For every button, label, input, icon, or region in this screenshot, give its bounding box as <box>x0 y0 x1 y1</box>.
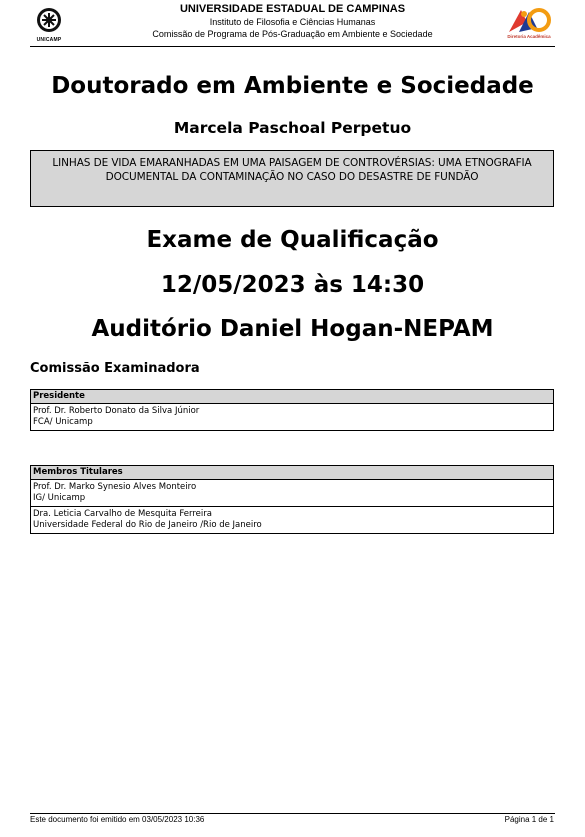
dac-logo-caption: Diretoria Acadêmica <box>507 34 551 39</box>
table-row <box>31 480 553 506</box>
dac-logo-icon <box>503 6 555 44</box>
exam-datetime: 12/05/2023 às 14:30 <box>160 272 425 298</box>
unicamp-logo-icon <box>32 6 66 46</box>
table-row <box>31 404 553 430</box>
thesis-title-box: LINHAS DE VIDA EMARANHADAS EM UMA PAISAGEM DE CONTROVÉRSIAS: UMA ETNOGRAFIA DOCUMENTAL DA CONTAMINAÇÃO NO CASO DO DESASTRE DE FUNDÃO <box>30 150 554 207</box>
member-affiliation: IG/ Unicamp <box>33 492 86 503</box>
document-header <box>30 0 555 46</box>
exam-place: Auditório Daniel Hogan-NEPAM <box>91 316 494 342</box>
member-name: Dra. Leticia Carvalho de Mesquita Ferreira <box>33 509 212 519</box>
footer-divider <box>30 813 555 814</box>
committee-title: Comissão Examinadora <box>30 361 200 376</box>
unicamp-logo-caption: UNICAMP <box>36 37 62 43</box>
president-table <box>30 389 554 431</box>
member-name: Prof. Dr. Roberto Donato da Silva Júnior <box>33 406 200 416</box>
institute-name: Instituto de Filosofia e Ciências Humanas <box>209 17 376 27</box>
student-name: Marcela Paschoal Perpetuo <box>173 119 412 137</box>
university-name: UNIVERSIDADE ESTADUAL DE CAMPINAS <box>179 3 406 15</box>
titular-members-table <box>30 465 554 534</box>
commission-name: Comissão de Programa de Pós-Graduação em Ambiente e Sociedade <box>152 29 433 39</box>
page-number: Página 1 de 1 <box>504 815 554 824</box>
titular-members-heading: Membros Titulares <box>31 466 553 480</box>
issued-date: Este documento foi emitido em 03/05/2023 10:36 <box>30 815 205 824</box>
member-name: Prof. Dr. Marko Synesio Alves Monteiro <box>33 482 197 492</box>
table-row <box>31 506 553 533</box>
president-heading: Presidente <box>31 390 553 404</box>
member-affiliation: Universidade Federal do Rio de Janeiro /Rio de Janeiro <box>33 519 262 530</box>
member-affiliation: FCA/ Unicamp <box>33 416 93 427</box>
header-text <box>90 3 495 40</box>
header-divider <box>30 46 555 47</box>
program-title: Doutorado em Ambiente e Sociedade <box>51 73 534 99</box>
exam-type: Exame de Qualificação <box>146 227 439 253</box>
